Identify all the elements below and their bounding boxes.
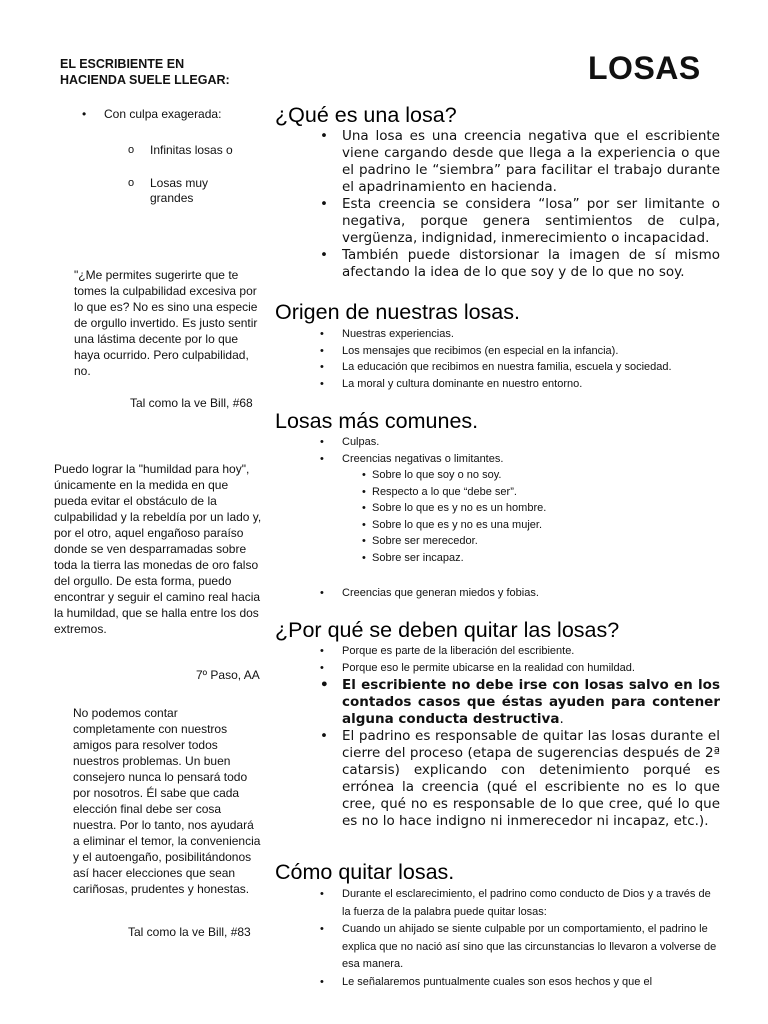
list-item: • Le señalaremos puntualmente cuales son esos hechos y que el <box>316 974 720 992</box>
sub-list-item: • Sobre lo que es y no es un hombre. <box>362 500 720 517</box>
section-list <box>316 886 720 991</box>
section-heading: ¿Por qué se deben quitar las losas? <box>275 618 620 642</box>
section-heading: Cómo quitar losas. <box>275 860 455 884</box>
list-item: • Porque eso le permite ubicarse en la realidad con humildad. <box>316 660 720 677</box>
sub-list <box>342 467 720 566</box>
list-item: • Cuando un ahijado se siente culpable por un comportamiento, el padrino le explica que no nació así sino que las circunstancias lo llevaron a volverse de esa manera. <box>316 921 720 974</box>
sidebar-quote: No podemos contar completamente con nuestros amigos para resolver todos nuestros problemas. Un buen consejero nunca lo pensará todo por nosotros. Él sabe que cada elección final debe ser cosa nuestra. Por lo tanto, nos ayudará a eliminar el temor, la conveniencia y el autoengaño, posibilitándonos así hacer elecciones que sean cariñosas, prudentes y honestas. <box>73 706 261 896</box>
list-item: • Esta creencia se considera “losa” por ser limitante o negativa, porque genera sentimientos de culpa, vergüenza, indignidad, inmerecimiento o incapacidad. <box>316 196 720 247</box>
sidebar-title-line2: HACIENDA SUELE LLEGAR: <box>60 73 230 87</box>
list-item <box>316 451 720 567</box>
list-item: • Durante el esclarecimiento, el padrino como conducto de Dios y a través de la fuerza de la palabra puede quitar losas: <box>316 886 720 921</box>
sidebar-bullet: • Con culpa exagerada: <box>82 107 272 122</box>
list-item: • La moral y cultura dominante en nuestro entorno. <box>316 376 720 393</box>
sub-list-item: • Sobre lo que es y no es una mujer. <box>362 517 720 534</box>
sidebar-title-line1: EL ESCRIBIENTE EN <box>60 57 185 71</box>
sidebar-citation: Tal como la ve Bill, #83 <box>128 925 251 939</box>
section-heading: Losas más comunes. <box>275 409 479 433</box>
section-list <box>316 643 720 676</box>
list-item: • Culpas. <box>316 434 720 451</box>
list-item <box>316 677 720 728</box>
list-item: • El padrino es responsable de quitar las losas durante el cierre del proceso (etapa de sugerencias después de 2ª catarsis) explicando con detenimiento porqué es errónea la creencia (qué el escribiente no es lo que cree, qué no es responsable de lo que cree, qué lo que es no lo hace indigno ni inmerecedor ni incapaz, etc.). <box>316 728 720 830</box>
sub-list-item: • Sobre ser merecedor. <box>362 533 720 550</box>
sidebar-subitem: o Losas muy grandes <box>82 176 272 192</box>
sidebar-quote: "¿Me permites sugerirte que te tomes la culpabilidad excesiva por lo que es? No es sino una especie de orgullo invertido. Es justo sentir una lástima decente por lo que haya ocurrido. Pero culpabilidad, no. <box>74 268 258 378</box>
sub-list-item: • Respecto a lo que “debe ser”. <box>362 484 720 501</box>
page-title: LOSAS <box>588 50 701 86</box>
section-heading: Origen de nuestras losas. <box>275 300 520 324</box>
list-item-label: Creencias negativas o limitantes. <box>342 452 504 465</box>
list-item-bold-text: El escribiente no debe irse con losas salvo en los contados casos que éstas ayuden para contener alguna conducta destructiva <box>342 677 720 727</box>
sidebar-list <box>82 107 272 205</box>
section-list <box>316 585 720 602</box>
section-list <box>316 434 720 566</box>
section-list <box>316 326 720 392</box>
sidebar-title <box>60 56 230 88</box>
sidebar-quote: Puedo lograr la "humildad para hoy", únicamente en la medida en que pueda evitar el obstáculo de la culpabilidad y la rebeldía por un lado y, por el otro, aquel engañoso paraíso donde se ven desparramadas sobre toda la tierra las monedas de oro falso del orgullo. De esta forma, puedo encontrar y seguir el camino real hacia la humildad, que se halla entre los dos extremos. <box>54 462 262 636</box>
list-item: • Los mensajes que recibimos (en especial en la infancia). <box>316 343 720 360</box>
list-item: • La educación que recibimos en nuestra familia, escuela y sociedad. <box>316 359 720 376</box>
sidebar-citation: Tal como la ve Bill, #68 <box>130 396 253 410</box>
section-list <box>316 128 720 281</box>
list-item: • También puede distorsionar la imagen de sí mismo afectando la idea de lo que soy y de lo que no soy. <box>316 247 720 281</box>
section-list <box>316 677 720 830</box>
list-item: • Creencias que generan miedos y fobias. <box>316 585 720 602</box>
sidebar-subitem: o Infinitas losas o <box>82 143 272 158</box>
sub-list-item: • Sobre lo que soy o no soy. <box>362 467 720 484</box>
sub-list-item: • Sobre ser incapaz. <box>362 550 720 567</box>
list-item: • Una losa es una creencia negativa que el escribiente viene cargando desde que llega a la experiencia o que el padrino le “siembra” para facilitar el trabajo durante el apadrinamiento en hacienda. <box>316 128 720 196</box>
list-item: • Porque es parte de la liberación del escribiente. <box>316 643 720 660</box>
list-item-period: . <box>559 711 564 727</box>
list-item: • Nuestras experiencias. <box>316 326 720 343</box>
section-heading: ¿Qué es una losa? <box>275 103 457 127</box>
sidebar-citation: 7º Paso, AA <box>196 668 260 682</box>
